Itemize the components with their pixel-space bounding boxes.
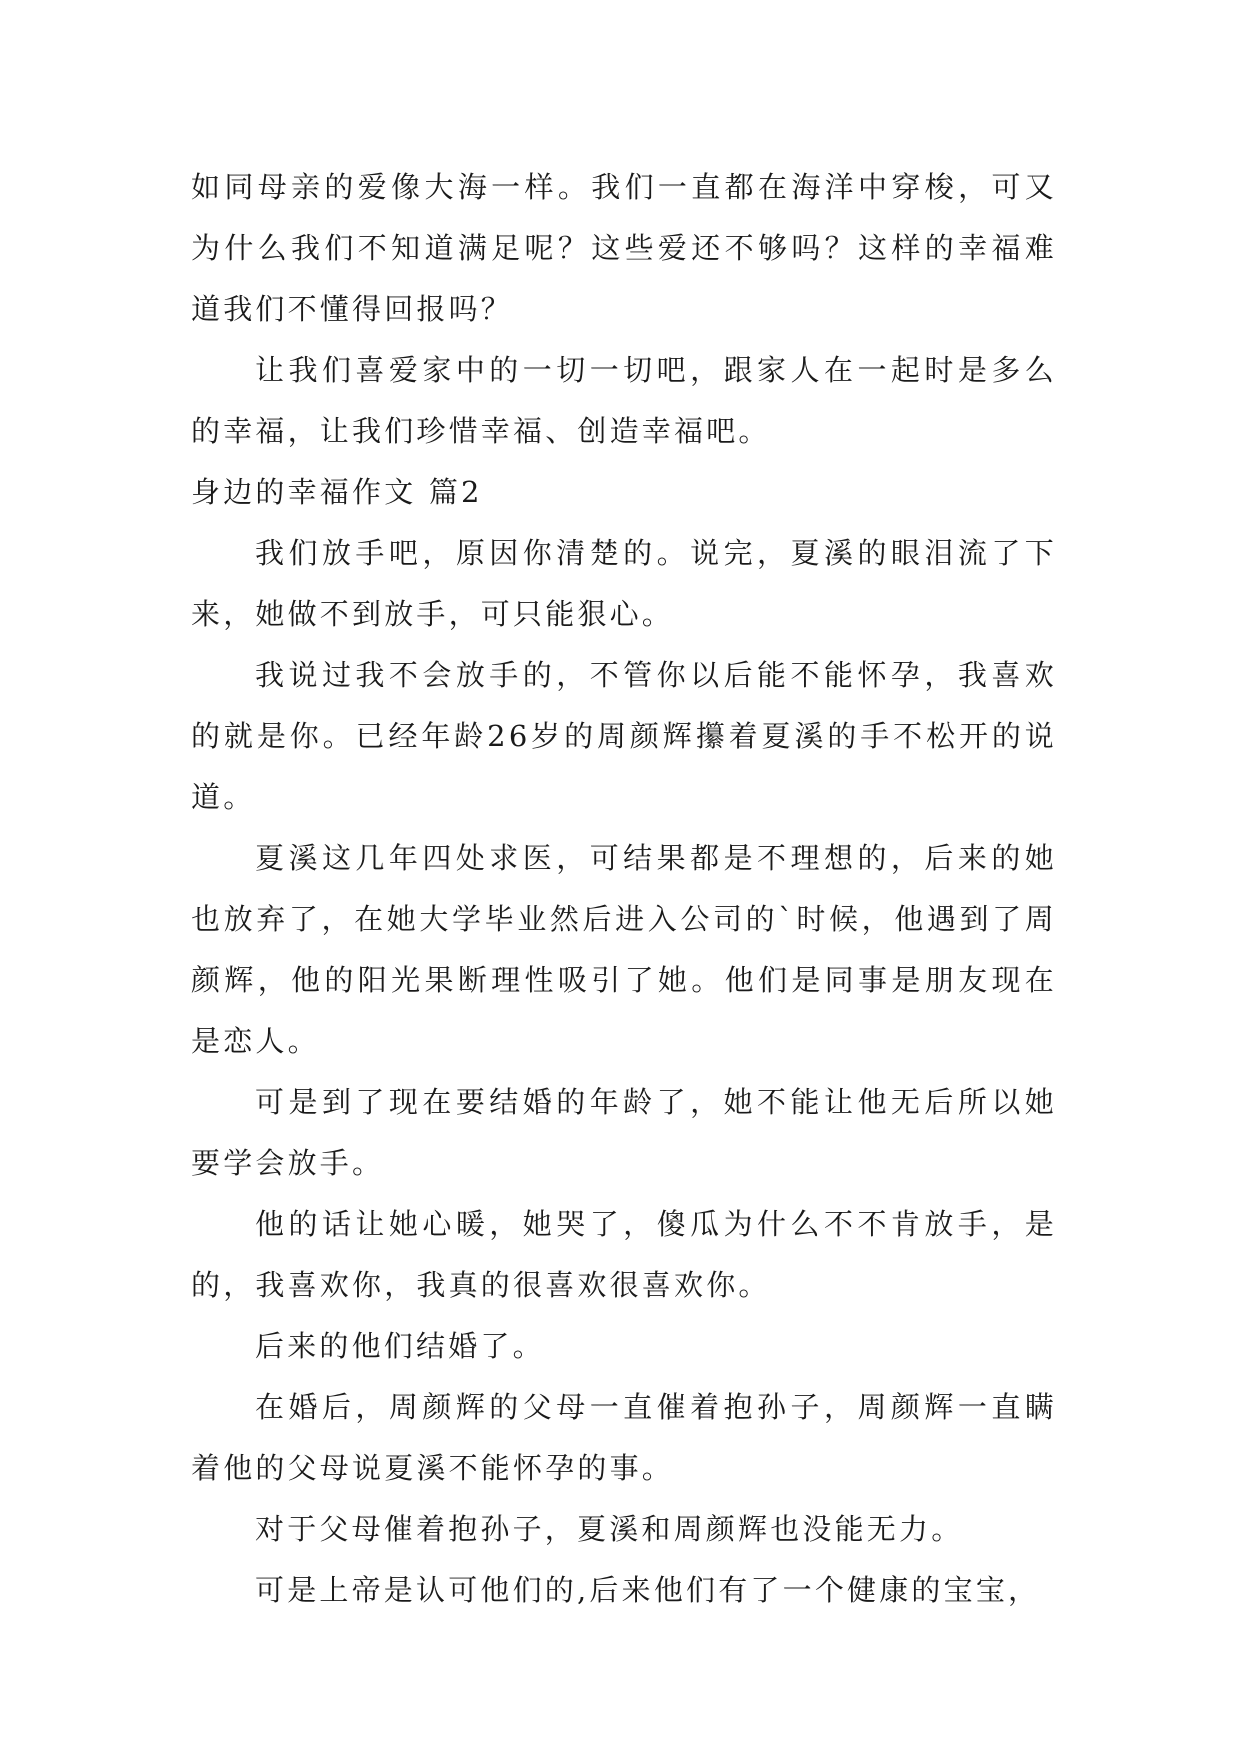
paragraph: 对于父母催着抱孙子，夏溪和周颜辉也没能无力。 bbox=[255, 1512, 964, 1546]
paragraph: 可是到了现在要结婚的年龄了，她不能让他无后所以她要学会放手。 bbox=[191, 1085, 1057, 1180]
document-body bbox=[191, 157, 1057, 1621]
paragraph: 我说过我不会放手的，不管你以后能不能怀孕，我喜欢的就是你。已经年龄26岁的周颜辉攥着夏溪的手不松开的说道。 bbox=[191, 658, 1057, 814]
paragraph: 在婚后，周颜辉的父母一直催着抱孙子，周颜辉一直瞒着他的父母说夏溪不能怀孕的事。 bbox=[191, 1390, 1057, 1485]
paragraph: 后来的他们结婚了。 bbox=[255, 1329, 545, 1363]
paragraph: 夏溪这几年四处求医，可结果都是不理想的，后来的她也放弃了，在她大学毕业然后进入公司的`时候，他遇到了周颜辉，他的阳光果断理性吸引了她。他们是同事是朋友现在是恋人。 bbox=[191, 841, 1057, 1058]
paragraph: 他的话让她心暖，她哭了，傻瓜为什么不不肯放手，是的，我喜欢你，我真的很喜欢很喜欢你。 bbox=[191, 1207, 1057, 1302]
paragraph: 我们放手吧，原因你清楚的。说完，夏溪的眼泪流了下来，她做不到放手，可只能狠心。 bbox=[191, 536, 1057, 631]
paragraph: 让我们喜爱家中的一切一切吧，跟家人在一起时是多么的幸福，让我们珍惜幸福、创造幸福吧。 bbox=[191, 353, 1057, 448]
paragraph: 如同母亲的爱像大海一样。我们一直都在海洋中穿梭，可又为什么我们不知道满足呢？这些爱还不够吗？这样的幸福难道我们不懂得回报吗？ bbox=[191, 170, 1057, 326]
section-heading: 身边的幸福作文 篇2 bbox=[191, 475, 483, 509]
paragraph: 可是上帝是认可他们的,后来他们有了一个健康的宝宝， bbox=[255, 1573, 1041, 1607]
